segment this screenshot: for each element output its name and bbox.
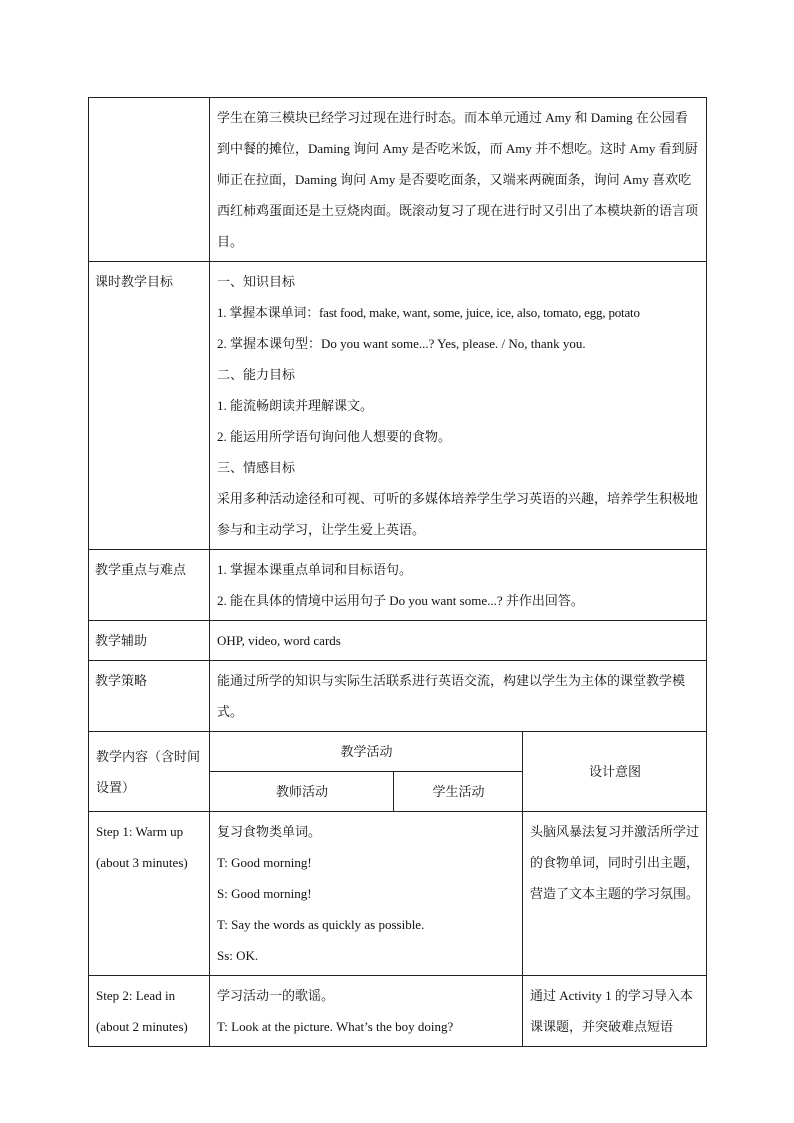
student-header: 学生活动 — [394, 772, 523, 812]
step-title: Step 1: Warm up — [96, 824, 184, 839]
activity-line: T: Look at the picture. What’s the boy doing? — [217, 1019, 454, 1034]
background-label-cell — [89, 98, 210, 262]
step-activity-cell — [210, 812, 523, 976]
key-point-1: 1. 掌握本课重点单词和目标语句。 — [217, 562, 413, 577]
strategy-label: 教学策略 — [89, 661, 210, 732]
step-row — [89, 812, 707, 976]
emotion-heading: 三、情感目标 — [217, 460, 296, 475]
knowledge-item-1: 1. 掌握本课单词：fast food, make, want, some, juice, ice, also, tomato, egg, potato — [217, 305, 640, 320]
step-title: Step 2: Lead in — [96, 988, 176, 1003]
activity-line: T: Say the words as quickly as possible. — [217, 917, 425, 932]
key-points-content — [210, 550, 707, 621]
objectives-label: 课时教学目标 — [89, 262, 210, 550]
intent-header: 设计意图 — [523, 732, 707, 812]
background-text: 学生在第三模块已经学习过现在进行时态。而本单元通过 Amy 和 Daming 在公园看到中餐的摊位，Daming 询问 Amy 是否吃米饭，而 Amy 并不想吃。这时 Amy 看到厨师正在拉面，Daming 询问 Amy 是否要吃面条，又端来两碗面条，询问 Amy 喜欢吃西红柿鸡蛋面还是土豆烧肉面。既滚动复习了现在进行时又引出了本模块新的语言项目。 — [210, 98, 707, 262]
teacher-header: 教师活动 — [210, 772, 394, 812]
strategy-value: 能通过所学的知识与实际生活联系进行英语交流，构建以学生为主体的课堂教学模式。 — [210, 661, 707, 732]
header-row-1 — [89, 732, 707, 772]
lesson-plan-table — [88, 97, 707, 1047]
step-intent: 头脑风暴法复习并激活所学过的食物单词，同时引出主题，营造了文本主题的学习氛围。 — [523, 812, 707, 976]
aids-label: 教学辅助 — [89, 621, 210, 661]
content-header: 教学内容（含时间设置） — [89, 732, 210, 812]
ability-item-2: 2. 能运用所学语句询问他人想要的食物。 — [217, 429, 452, 444]
activity-line: 学习活动一的歌谣。 — [217, 988, 335, 1003]
key-point-2: 2. 能在具体的情境中运用句子 Do you want some...? 并作出回答。 — [217, 593, 584, 608]
key-points-label: 教学重点与难点 — [89, 550, 210, 621]
activity-line: Ss: OK. — [217, 948, 259, 963]
knowledge-heading: 一、知识目标 — [217, 274, 296, 289]
step-time: (about 3 minutes) — [96, 855, 188, 870]
key-points-row — [89, 550, 707, 621]
strategy-row — [89, 661, 707, 732]
knowledge-item-2: 2. 掌握本课句型：Do you want some...? Yes, please. / No, thank you. — [217, 336, 586, 351]
emotion-text: 采用多种活动途径和可视、可听的多媒体培养学生学习英语的兴趣，培养学生积极地参与和主动学习，让学生爱上英语。 — [217, 491, 699, 537]
objectives-content — [210, 262, 707, 550]
ability-item-1: 1. 能流畅朗读并理解课文。 — [217, 398, 374, 413]
activity-line: S: Good morning! — [217, 886, 312, 901]
step-row — [89, 976, 707, 1047]
step-title-cell — [89, 976, 210, 1047]
activity-line: T: Good morning! — [217, 855, 312, 870]
step-title-cell — [89, 812, 210, 976]
aids-value: OHP, video, word cards — [210, 621, 707, 661]
step-activity-cell — [210, 976, 523, 1047]
step-time: (about 2 minutes) — [96, 1019, 188, 1034]
activity-line: 复习食物类单词。 — [217, 824, 322, 839]
background-row — [89, 98, 707, 262]
objectives-row — [89, 262, 707, 550]
ability-heading: 二、能力目标 — [217, 367, 296, 382]
aids-row — [89, 621, 707, 661]
step-intent: 通过 Activity 1 的学习导入本课课题，并突破难点短语 — [523, 976, 707, 1047]
activities-header: 教学活动 — [210, 732, 523, 772]
